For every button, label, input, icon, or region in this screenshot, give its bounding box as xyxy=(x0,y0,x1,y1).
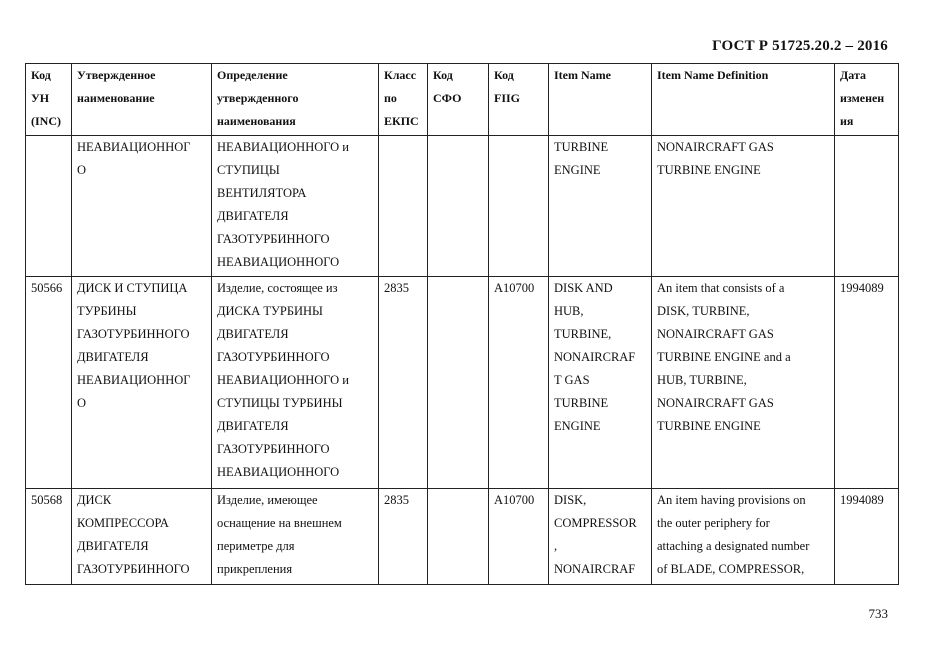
column-header-change-date: Дата изменен ия xyxy=(835,64,899,136)
cell-name-definition: НЕАВИАЦИОННОГО и СТУПИЦЫ ВЕНТИЛЯТОРА ДВИГАТЕЛЯ ГАЗОТУРБИННОГО НЕАВИАЦИОННОГО xyxy=(212,136,379,277)
cell-change-date: 1994089 xyxy=(835,277,899,489)
cell-name-definition: Изделие, состоящее из ДИСКА ТУРБИНЫ ДВИГАТЕЛЯ ГАЗОТУРБИННОГО НЕАВИАЦИОННОГО и СТУПИЦЫ ТУРБИНЫ ДВИГАТЕЛЯ ГАЗОТУРБИННОГО НЕАВИАЦИОННОГО xyxy=(212,277,379,489)
cell-inc xyxy=(26,136,72,277)
cell-class: 2835 xyxy=(379,489,428,585)
column-header-inc: Код УН (INC) xyxy=(26,64,72,136)
cell-sfo xyxy=(428,277,489,489)
cell-class: 2835 xyxy=(379,277,428,489)
cell-inc: 50568 xyxy=(26,489,72,585)
cell-item-name: TURBINE ENGINE xyxy=(549,136,652,277)
table-row xyxy=(26,277,899,489)
cell-fiig: A10700 xyxy=(489,489,549,585)
column-header-item-name: Item Name xyxy=(549,64,652,136)
cell-fiig xyxy=(489,136,549,277)
cell-change-date xyxy=(835,136,899,277)
cell-item-name: DISK, COMPRESSOR , NONAIRCRAF xyxy=(549,489,652,585)
column-header-fiig: Код FIIG xyxy=(489,64,549,136)
cell-class xyxy=(379,136,428,277)
standard-title: ГОСТ Р 51725.20.2 – 2016 xyxy=(712,38,888,54)
cell-item-definition: An item having provisions on the outer periphery for attaching a designated number of BLADE, COMPRESSOR, xyxy=(652,489,835,585)
cell-item-name: DISK AND HUB, TURBINE, NONAIRCRAF T GAS TURBINE ENGINE xyxy=(549,277,652,489)
cell-approved-name: ДИСК И СТУПИЦА ТУРБИНЫ ГАЗОТУРБИННОГО ДВИГАТЕЛЯ НЕАВИАЦИОННОГ О xyxy=(72,277,212,489)
column-header-sfo: Код СФО xyxy=(428,64,489,136)
cell-name-definition: Изделие, имеющее оснащение на внешнем периметре для прикрепления xyxy=(212,489,379,585)
cell-approved-name: НЕАВИАЦИОННОГ О xyxy=(72,136,212,277)
catalog-table xyxy=(25,63,899,585)
page-number: 733 xyxy=(868,606,888,621)
cell-item-definition: NONAIRCRAFT GAS TURBINE ENGINE xyxy=(652,136,835,277)
table-header-row xyxy=(26,64,899,136)
column-header-class: Класс по ЕКПС xyxy=(379,64,428,136)
cell-change-date: 1994089 xyxy=(835,489,899,585)
column-header-name-definition: Определение утвержденного наименования xyxy=(212,64,379,136)
cell-item-definition: An item that consists of a DISK, TURBINE, NONAIRCRAFT GAS TURBINE ENGINE and a HUB, TURBINE, NONAIRCRAFT GAS TURBINE ENGINE xyxy=(652,277,835,489)
table-row xyxy=(26,136,899,277)
cell-approved-name: ДИСК КОМПРЕССОРА ДВИГАТЕЛЯ ГАЗОТУРБИННОГО xyxy=(72,489,212,585)
table-row xyxy=(26,489,899,585)
cell-sfo xyxy=(428,489,489,585)
cell-inc: 50566 xyxy=(26,277,72,489)
column-header-approved-name: Утвержденное наименование xyxy=(72,64,212,136)
column-header-item-definition: Item Name Definition xyxy=(652,64,835,136)
cell-sfo xyxy=(428,136,489,277)
cell-fiig: A10700 xyxy=(489,277,549,489)
